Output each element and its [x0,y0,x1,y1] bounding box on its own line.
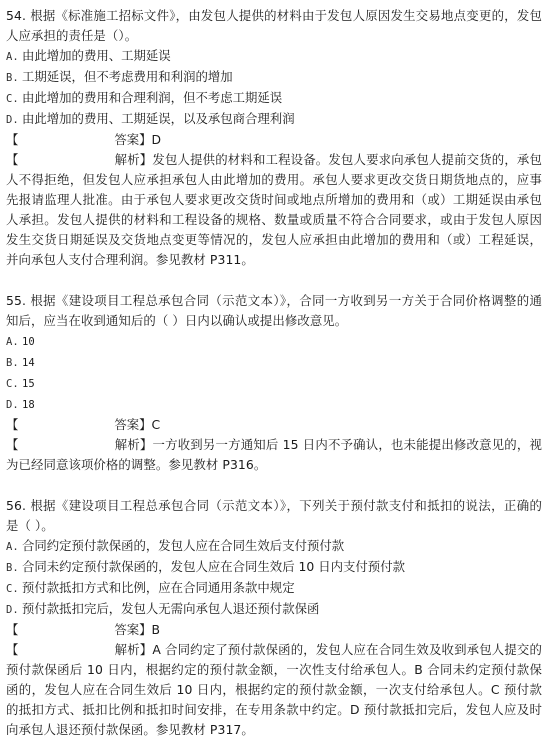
option-c [6,578,542,599]
answer-line [6,415,542,435]
option-text: 14 [22,357,35,369]
option-b [6,352,542,373]
option-a [6,46,542,67]
answer-bracket: 【 [6,622,19,637]
option-text: 合同未约定预付款保函的，发包人应在合同生效后 10 日内支付预付款 [22,559,405,574]
question-54 [6,6,542,270]
spacer [6,270,542,291]
answer-bracket: 【 [6,417,19,432]
analysis-block [6,435,542,475]
option-text: 18 [22,399,35,411]
option-letter: D. [6,114,19,126]
option-text: 由此增加的费用、工期延误 [22,48,171,63]
option-b [6,557,542,578]
option-letter: B. [6,72,19,84]
analysis-label: 解析】 [114,437,153,452]
answer-label: 答案】C [114,417,161,432]
option-text: 15 [22,378,35,390]
option-letter: D. [6,604,19,616]
option-c [6,88,542,109]
question-55 [6,291,542,475]
question-stem: 54. 根据《标准施工招标文件》，由发包人提供的材料由于发包人原因发生交易地点变更的，发包人应承担的责任是（）。 [6,8,542,43]
analysis-text: 发包人提供的材料和工程设备。发包人要求向承包人提前交货的，承包人不得拒绝，但发包人应承担承包人由此增加的费用。承包人要求更改交货日期货地点的，应事先报请监理人批准。由于承包人要求更改交货时间或地点所增加的费用和（或）工期延误由承包人承担。发包人提供的材料和工程设备的规格、数量或质量不符合合同要求，或由于发包人原因发生交货日期延误及交货地点变更等情况的，发包人应承担由此增加的费用和（或）工程延误，并向承包人支付合理利润。参见教材 P311。 [6,152,542,267]
option-d [6,394,542,415]
analysis-label: 解析】 [114,152,153,167]
option-letter: B. [6,562,19,574]
option-letter: C. [6,583,19,595]
answer-label: 答案】B [114,622,161,637]
option-text: 由此增加的费用、工期延误，以及承包商合理利润 [22,111,295,126]
option-letter: D. [6,399,19,411]
option-text: 预付款抵扣方式和比例，应在合同通用条款中规定 [22,580,295,595]
option-b [6,67,542,88]
redacted-area [19,438,115,450]
analysis-bracket: 【 [6,437,19,452]
option-a [6,331,542,352]
analysis-block [6,150,542,270]
analysis-text: A 合同约定了预付款保函的，发包人应在合同生效及收到承包人提交的预付款保函后 10 日内，根据约定的预付款金额，一次性支付给承包人。B 合同未约定预付款保函的，发包人应在合同生效后 10 日内，根据约定的预付款金额，一次支付给承包人。C 预付款的抵扣方式、抵扣比例和抵扣时间安排，在专用条款中约定。D 预付款抵扣完后，发包人应及时向承包人退还预付款保函。参见教材 P317。 [6,642,542,737]
option-c [6,373,542,394]
analysis-block [6,640,542,740]
option-d [6,599,542,620]
option-text: 工期延误，但不考虑费用和利润的增加 [22,69,233,84]
question-56 [6,496,542,740]
redacted-area [18,133,114,145]
option-text: 合同约定预付款保函的，发包人应在合同生效后支付预付款 [22,538,345,553]
question-stem: 56. 根据《建设项目工程总承包合同（示范文本）》，下列关于预付款支付和抵扣的说法，正确的是（ ）。 [6,498,542,533]
option-letter: A. [6,541,19,553]
redacted-area [19,153,115,165]
option-letter: A. [6,51,19,63]
option-text: 由此增加的费用和合理利润，但不考虑工期延误 [22,90,283,105]
option-letter: C. [6,93,19,105]
option-letter: A. [6,336,19,348]
analysis-bracket: 【 [6,642,19,657]
answer-label: 答案】D [114,132,162,147]
option-text: 10 [22,336,35,348]
analysis-bracket: 【 [6,152,19,167]
option-letter: C. [6,378,19,390]
analysis-text: 一方收到另一方通知后 15 日内不予确认，也未能提出修改意见的，视为已经同意该项价格的调整。参见教材 P316。 [6,437,542,472]
option-a [6,536,542,557]
option-d [6,109,542,130]
redacted-area [18,623,114,635]
answer-line [6,620,542,640]
answer-line [6,130,542,150]
analysis-label: 解析】 [114,642,153,657]
option-text: 预付款抵扣完后，发包人无需向承包人退还预付款保函 [22,601,320,616]
option-letter: B. [6,357,19,369]
answer-bracket: 【 [6,132,19,147]
question-stem: 55. 根据《建设项目工程总承包合同（示范文本）》，合同一方收到另一方关于合同价格调整的通知后，应当在收到通知后的（ ）日内以确认或提出修改意见。 [6,293,542,328]
redacted-area [19,643,115,655]
redacted-area [18,418,114,430]
spacer [6,475,542,496]
